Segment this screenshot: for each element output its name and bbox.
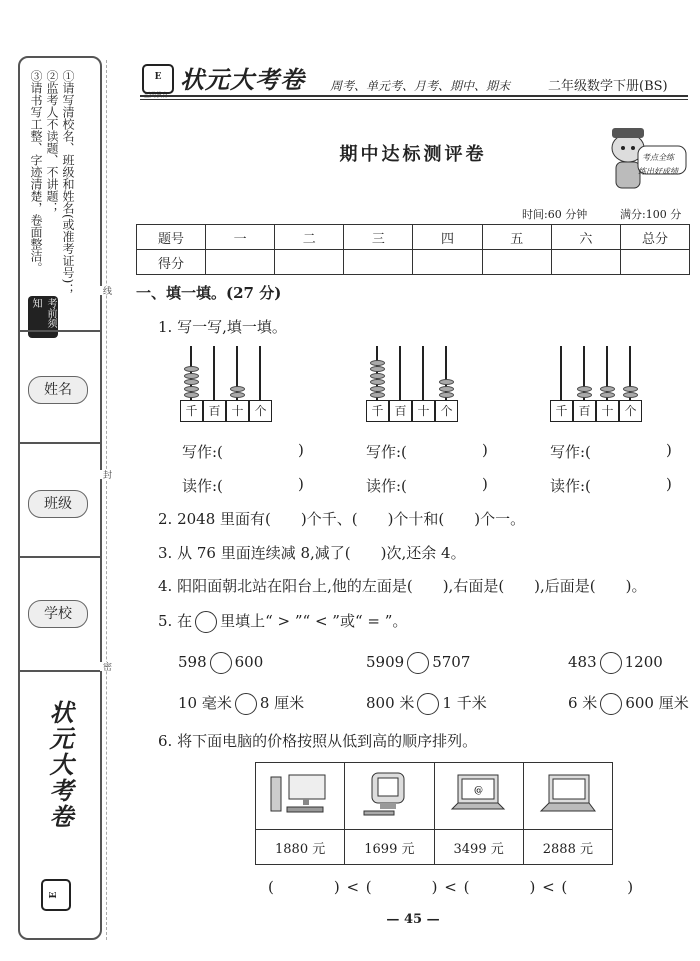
abacus-rod [560,346,562,400]
imac-icon [345,763,434,830]
place-value-label: 千 [550,400,573,422]
compare-circle-icon[interactable] [600,652,622,674]
read-answer-label: 读作:( [550,477,591,495]
question-1: 1. 写一写,填一填。 [158,318,287,336]
place-value-label: 十 [226,400,249,422]
grade-label: 二年级数学下册(BS) [548,79,668,94]
compare-left: 6 米 [568,694,598,712]
write-answer-label: 写作:( [550,443,591,461]
score-cell[interactable] [551,250,620,275]
abacus-bead [370,386,385,392]
compare-left: 483 [568,653,597,671]
read-answer-close[interactable]: ) [298,475,304,493]
score-table [136,224,690,275]
table-header: 题号 [137,225,206,250]
page-title: 期中达标测评卷 [339,144,487,165]
q5-prefix: 5. 在 [158,612,193,630]
table-header: 三 [344,225,413,250]
cut-mark-secret: 密 [101,662,111,671]
abacus-bead [623,392,638,398]
abacus-rod [259,346,261,400]
price-cell: 1880 元 [256,830,345,865]
full-score-label: 满分:100 分 [620,208,682,221]
divider [18,670,102,672]
question-6: 6. 将下面电脑的价格按照从低到高的顺序排列。 [158,732,478,750]
note-3: ③请书写工整、字迹清楚，卷面整洁。 [29,70,43,274]
abacus-bead [230,392,245,398]
circle-icon [195,611,217,633]
abacus-bead [577,392,592,398]
compare-item [366,652,470,674]
abacus-bead [600,392,615,398]
compare-right: 1 千米 [442,694,487,712]
note-1: ①请写清校名、班级和姓名(或准考证号)； [61,70,75,296]
price-cell: 3499 元 [434,830,523,865]
write-answer-close[interactable]: ) [482,441,488,459]
abacus-bead [184,373,199,379]
divider [18,556,102,558]
score-cell[interactable] [275,250,344,275]
abacus [180,346,272,426]
abacus-bead [439,386,454,392]
table-header: 总分 [621,225,690,250]
abacus-bead [370,360,385,366]
laptop-icon [434,763,523,830]
school-field[interactable]: 学校 [28,600,88,628]
place-value-label: 个 [249,400,272,422]
desktop-pc-icon [256,763,345,830]
compare-circle-icon[interactable] [600,693,622,715]
abacus-bead [623,386,638,392]
place-value-label: 百 [203,400,226,422]
abacus-bead [370,379,385,385]
cut-mark-line: 线 [101,286,111,295]
divider [18,442,102,444]
compare-right: 1200 [624,653,663,671]
cut-line [106,60,107,940]
header-rule [140,99,688,100]
table-row [137,225,690,250]
abacus-bead [184,379,199,385]
header-rule [140,95,688,97]
abacus-rod [422,346,424,400]
sidebar-brand: 状元大考卷 [45,700,74,830]
table-row [256,830,613,865]
place-value-label: 个 [435,400,458,422]
table-header: 一 [206,225,275,250]
page-number: — 45 — [386,912,440,927]
compare-item [178,692,304,715]
compare-right: 600 厘米 [625,694,689,712]
compare-circle-icon[interactable] [210,652,232,674]
place-value-label: 个 [619,400,642,422]
place-value-label: 百 [389,400,412,422]
abacus-rod [213,346,215,400]
compare-right: 600 [234,653,264,671]
abacus-bead [439,392,454,398]
score-cell[interactable] [621,250,690,275]
compare-right: 5707 [432,653,471,671]
exam-types: 周考、单元考、月考、期中、期末 [330,79,511,93]
abacus-bead [577,386,592,392]
compare-item [568,692,689,715]
abacus-bead [230,386,245,392]
compare-left: 800 米 [366,694,415,712]
abacus-bead [439,379,454,385]
read-answer-close[interactable]: ) [666,475,672,493]
score-row-label: 得分 [137,250,206,275]
compare-item [178,652,263,674]
question-4: 4. 阳阳面朝北站在阳台上,他的左面是( ),右面是( ),后面是( )。 [158,577,647,595]
abacus-bead [370,366,385,372]
divider [18,330,102,332]
table-header: 二 [275,225,344,250]
table-header: 五 [482,225,551,250]
write-answer-label: 写作:( [182,443,223,461]
compare-right: 8 厘米 [259,694,305,712]
brand-title: 状元大考卷 [180,65,305,94]
compare-left: 10 毫米 [178,694,232,712]
price-table [255,762,613,865]
publisher-logo: E [142,64,174,94]
laptop-icon [523,763,612,830]
score-cell[interactable] [413,250,482,275]
score-cell[interactable] [482,250,551,275]
abacus-bead [184,392,199,398]
read-answer-close[interactable]: ) [482,475,488,493]
write-answer-label: 写作:( [366,443,407,461]
place-value-label: 千 [366,400,389,422]
mascot-text-2: 练出好成绩 [638,167,678,176]
mascot-text-1: 考点全练 [642,153,674,162]
exam-notes [24,66,88,338]
cut-mark-seal: 封 [101,470,111,479]
write-answer-close[interactable]: ) [298,441,304,459]
place-value-label: 十 [596,400,619,422]
abacus-bead [370,392,385,398]
table-header: 四 [413,225,482,250]
price-cell: 1699 元 [345,830,434,865]
svg-text:@: @ [473,786,483,796]
read-answer-label: 读作:( [182,477,223,495]
table-row [256,763,613,830]
time-label: 时间:60 分钟 [522,208,588,221]
abacus-rod [399,346,401,400]
place-value-label: 千 [180,400,203,422]
compare-left: 5909 [366,653,405,671]
compare-left: 598 [178,653,207,671]
abacus [366,346,458,426]
score-cell[interactable] [206,250,275,275]
write-answer-close[interactable]: ) [666,441,672,459]
read-answer-label: 读作:( [366,477,407,495]
sidebar-logo: E [41,879,71,911]
compare-circle-icon[interactable] [235,693,257,715]
place-value-label: 百 [573,400,596,422]
order-answer[interactable]: ( ) < ( ) < ( ) < ( ) [268,878,634,896]
question-3: 3. 从 76 里面连续减 8,减了( )次,还余 4。 [158,544,466,562]
publisher-name: 至尚教育 [143,92,168,99]
table-row [137,250,690,275]
section-title: 一、填一填。(27 分) [136,284,282,302]
abacus [550,346,642,426]
q5-suffix: 里填上“ > ”“ < ”或“ = ”。 [220,612,408,630]
compare-item [366,692,487,715]
compare-item [568,652,663,674]
score-cell[interactable] [344,250,413,275]
compare-circle-icon[interactable] [417,693,439,715]
question-2: 2. 2048 里面有( )个千、( )个十和( )个一。 [158,510,526,528]
price-cell: 2888 元 [523,830,612,865]
table-header: 六 [551,225,620,250]
question-5 [158,610,407,633]
abacus-bead [184,386,199,392]
compare-circle-icon[interactable] [407,652,429,674]
note-2: ②监考人不读题、不讲题； [45,70,59,214]
abacus-bead [600,386,615,392]
notes-tag: 考前须知 [28,296,58,338]
place-value-label: 十 [412,400,435,422]
abacus-bead [184,366,199,372]
abacus-bead [370,373,385,379]
class-field[interactable]: 班级 [28,490,88,518]
name-field[interactable]: 姓名 [28,376,88,404]
